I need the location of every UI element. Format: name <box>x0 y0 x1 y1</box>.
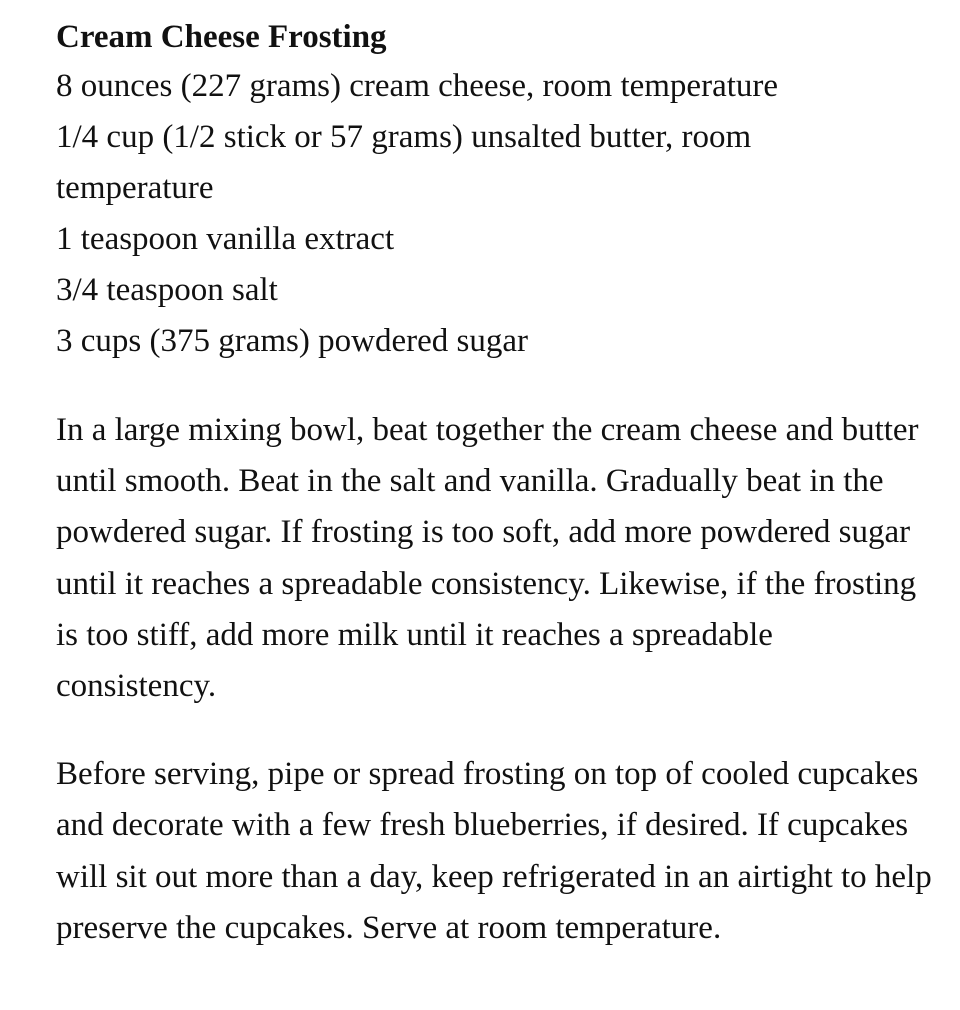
ingredient-item: 8 ounces (227 grams) cream cheese, room temperature <box>56 68 779 104</box>
serving-instructions: Before serving, pipe or spread frosting on top of cooled cupcakes and decorate with a few fresh blueberries, if desired. If cupcakes will sit out more than a day, keep refrigerated in an airtight to help preserve the cupcakes. Serve at room temperature. <box>56 756 932 946</box>
ingredient-item: 1 teaspoon vanilla extract <box>56 221 395 257</box>
ingredient-list <box>56 61 816 367</box>
ingredient-item: 1/4 cup (1/2 stick or 57 grams) unsalted butter, room temperature <box>56 119 752 206</box>
mixing-instructions: In a large mixing bowl, beat together the cream cheese and butter until smooth. Beat in the salt and vanilla. Gradually beat in the powdered sugar. If frosting is too soft, add more powdered sugar until it reaches a spreadable consistency. Likewise, if the frosting is too stiff, add more milk until it reaches a spreadable consistency. <box>56 412 919 705</box>
ingredient-item: 3 cups (375 grams) powdered sugar <box>56 323 528 359</box>
ingredient-item: 3/4 teaspoon salt <box>56 272 278 308</box>
recipe-title: Cream Cheese Frosting <box>56 19 387 55</box>
recipe-document <box>56 13 936 954</box>
